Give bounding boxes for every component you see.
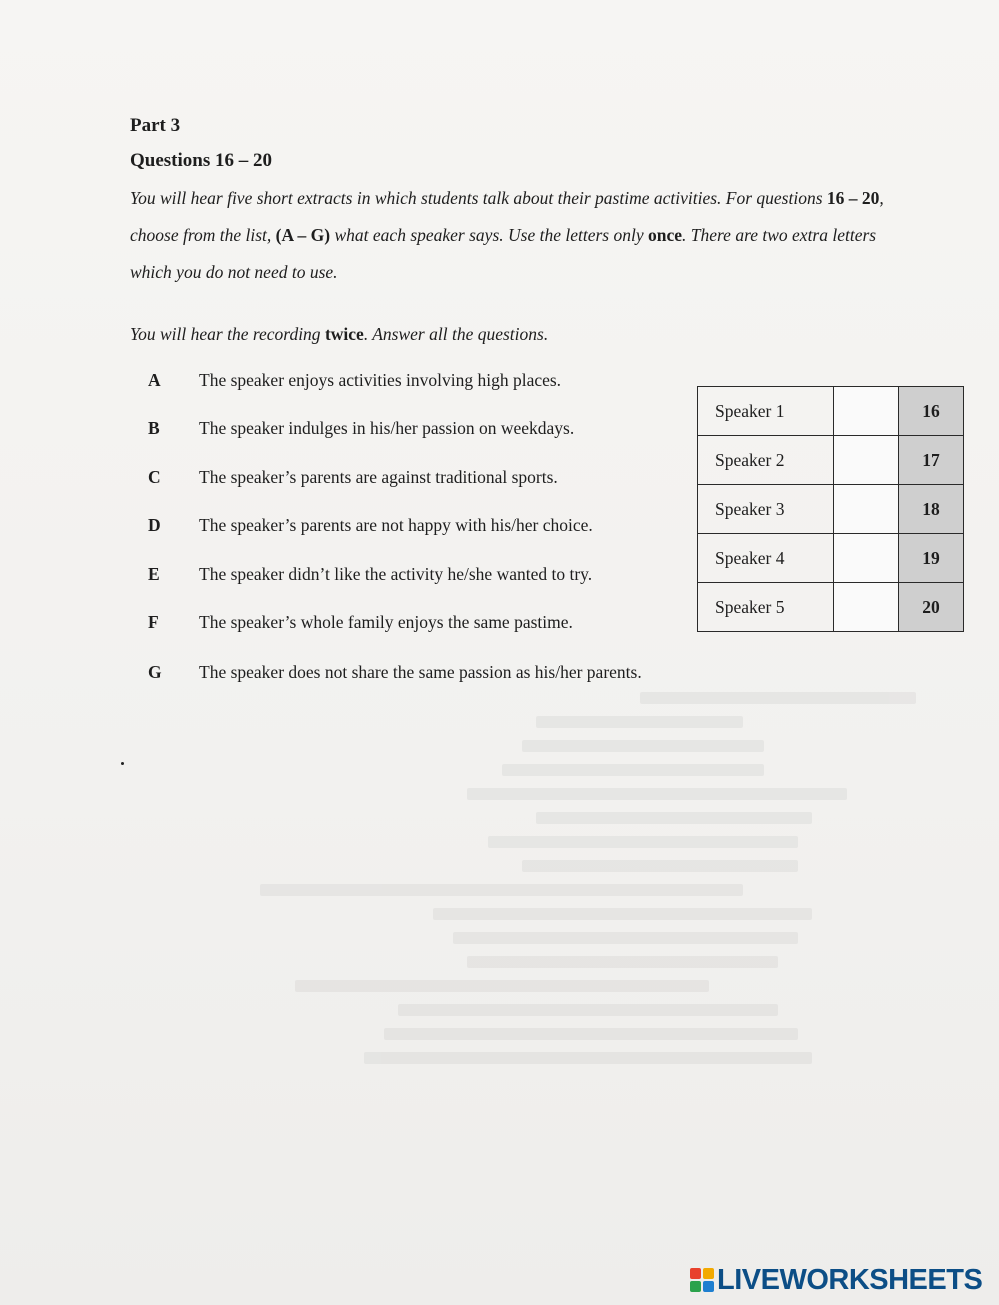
question-number: 16 xyxy=(899,387,964,436)
answer-blank[interactable] xyxy=(834,583,899,632)
option-letter: C xyxy=(148,467,161,487)
logo-grid-icon xyxy=(690,1268,714,1292)
answer-blank[interactable] xyxy=(834,534,899,583)
table-row xyxy=(698,583,964,632)
option-text: The speaker’s parents are not happy with his/her choice. xyxy=(199,515,593,535)
option-text: The speaker indulges in his/her passion on weekdays. xyxy=(199,418,575,438)
option-letter: D xyxy=(148,515,161,535)
bleed-through-text xyxy=(260,680,950,1280)
logo-square xyxy=(690,1281,701,1292)
answer-blank[interactable] xyxy=(834,485,899,534)
option-letter: E xyxy=(148,564,160,584)
table-row xyxy=(698,534,964,583)
option-text: The speaker’s parents are against traditional sports. xyxy=(199,467,558,487)
table-row xyxy=(698,387,964,436)
logo-text: LIVEWORKSHEETS xyxy=(717,1263,983,1296)
answer-table xyxy=(697,386,964,632)
answer-blank[interactable] xyxy=(834,387,899,436)
speaker-label: Speaker 1 xyxy=(698,387,834,436)
answer-blank[interactable] xyxy=(834,436,899,485)
option-text: The speaker enjoys activities involving high places. xyxy=(199,370,562,390)
option-text: The speaker’s whole family enjoys the same pastime. xyxy=(199,612,573,632)
question-number: 17 xyxy=(899,436,964,485)
logo-square xyxy=(690,1268,701,1279)
speaker-label: Speaker 5 xyxy=(698,583,834,632)
option-text: The speaker didn’t like the activity he/she wanted to try. xyxy=(199,564,593,584)
questions-title: Questions 16 – 20 xyxy=(130,150,272,171)
logo-square xyxy=(703,1281,714,1292)
option-letter: F xyxy=(148,612,159,632)
stray-dot xyxy=(121,762,124,765)
logo-square xyxy=(703,1268,714,1279)
option-letter: G xyxy=(148,662,162,682)
question-number: 18 xyxy=(899,485,964,534)
recording-note: You will hear the recording twice. Answer all the questions. xyxy=(130,324,549,344)
question-number: 19 xyxy=(899,534,964,583)
instructions: You will hear five short extracts in which students talk about their pastime activities. For questions 16 – 20, choose from the list, (A – G) what each speaker says. Use the letters only once. There are two extra letters which you do not need to use. xyxy=(130,188,884,282)
liveworksheets-logo xyxy=(690,1262,982,1298)
option-letter: A xyxy=(148,370,161,390)
table-row xyxy=(698,485,964,534)
speaker-label: Speaker 3 xyxy=(698,485,834,534)
table-row xyxy=(698,436,964,485)
option-text: The speaker does not share the same passion as his/her parents. xyxy=(199,662,642,682)
speaker-label: Speaker 2 xyxy=(698,436,834,485)
part-title: Part 3 xyxy=(130,115,181,136)
question-number: 20 xyxy=(899,583,964,632)
speaker-label: Speaker 4 xyxy=(698,534,834,583)
option-letter: B xyxy=(148,418,160,438)
